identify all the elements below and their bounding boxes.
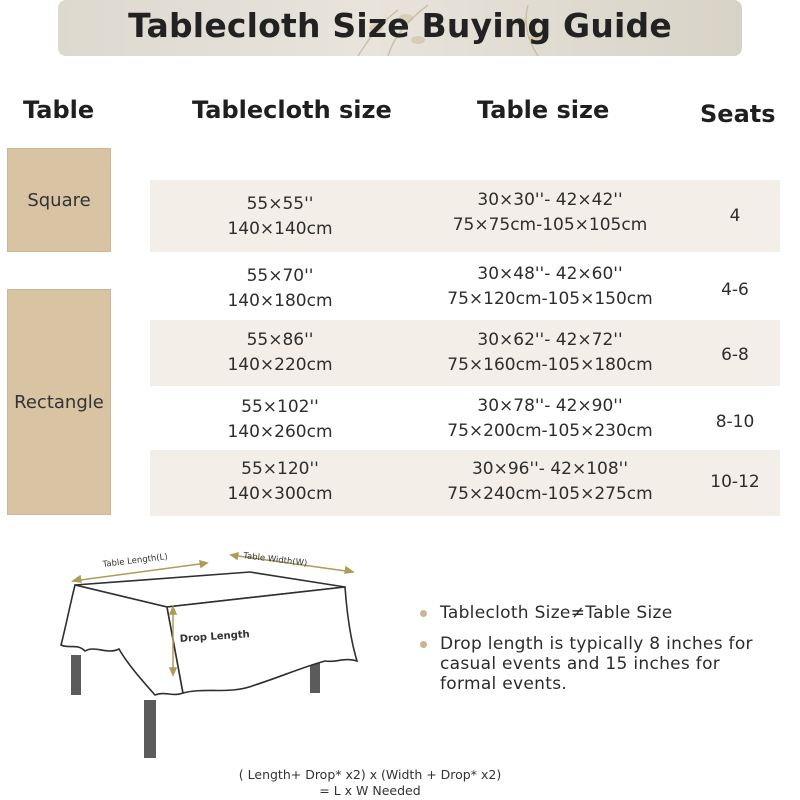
- table-size-inches: 30×48''- 42×60'': [477, 264, 623, 284]
- table-row: [150, 180, 780, 252]
- page-title: Tablecloth Size Buying Guide: [128, 6, 672, 45]
- table-size-cm: 75×120cm-105×150cm: [447, 289, 653, 309]
- tablecloth-size-cell: [190, 328, 370, 378]
- table-row: [150, 320, 780, 386]
- header-table: Table: [23, 96, 95, 124]
- table-size-cell: [420, 328, 680, 378]
- table-size-cm: 75×240cm-105×275cm: [447, 484, 653, 504]
- tablecloth-diagram: [55, 545, 385, 760]
- table-size-inches: 30×30''- 42×42'': [477, 190, 623, 210]
- seats-cell: 10-12: [710, 472, 760, 492]
- tablecloth-size-cm: 140×300cm: [227, 484, 333, 504]
- note-text: Drop length is typically 8 inches for casual events and 15 inches for formal events.: [440, 634, 753, 694]
- table-leg: [144, 700, 156, 758]
- note-text: Tablecloth Size≠Table Size: [440, 603, 673, 623]
- list-item: [420, 634, 780, 694]
- table-size-inches: 30×62''- 42×72'': [477, 330, 623, 350]
- notes-list: [420, 603, 780, 705]
- seats-cell: 4-6: [721, 280, 749, 300]
- group-label-rectangle: [7, 289, 111, 515]
- title-banner: [58, 0, 742, 56]
- tablecloth-size-inches: 55×120'': [241, 459, 319, 479]
- table-size-inches: 30×78''- 42×90'': [477, 396, 623, 416]
- tablecloth-size-cell: [190, 457, 370, 507]
- table-size-cm: 75×200cm-105×230cm: [447, 421, 653, 441]
- table-row: [150, 450, 780, 516]
- tablecloth-size-inches: 55×102'': [241, 397, 319, 417]
- table-size-cell: [420, 457, 680, 507]
- table-size-inches: 30×96''- 42×108'': [471, 459, 629, 479]
- group-label-text: Square: [27, 189, 91, 211]
- table-leg: [71, 655, 81, 695]
- seats-cell: 6-8: [721, 345, 749, 365]
- drop-length-label: Drop Length: [179, 629, 251, 645]
- group-label-text: Rectangle: [14, 391, 104, 413]
- list-item: [420, 603, 780, 623]
- table-size-cell: [420, 262, 680, 312]
- bullet-icon: [420, 610, 427, 617]
- tablecloth-size-cell: [190, 264, 370, 314]
- table-size-cell: [420, 394, 680, 444]
- tablecloth-size-cm: 140×260cm: [227, 422, 333, 442]
- header-seats: Seats: [700, 100, 776, 128]
- bullet-icon: [420, 641, 427, 648]
- tablecloth-size-inches: 55×86'': [246, 330, 314, 350]
- tablecloth-size-cm: 140×140cm: [227, 219, 333, 239]
- tablecloth-size-cm: 140×180cm: [227, 291, 333, 311]
- formula-line: ( Length+ Drop* x2) x (Width + Drop* x2): [238, 767, 502, 782]
- width-label: Table Width(W): [242, 551, 308, 569]
- table-size-cell: [420, 188, 680, 238]
- group-label-square: [7, 148, 111, 252]
- tablecloth-size-cell: [190, 395, 370, 445]
- seats-cell: 8-10: [715, 412, 755, 432]
- table-row: [150, 392, 780, 448]
- size-formula: [230, 767, 510, 799]
- table-size-cm: 75×160cm-105×180cm: [447, 355, 653, 375]
- seats-cell: 4: [729, 206, 741, 226]
- tablecloth-size-cell: [190, 192, 370, 242]
- header-tablecloth-size: Tablecloth size: [192, 96, 392, 124]
- table-size-cm: 75×75cm-105×105cm: [452, 215, 648, 235]
- tablecloth-size-inches: 55×70'': [246, 266, 314, 286]
- tablecloth-size-inches: 55×55'': [246, 194, 314, 214]
- length-label: Table Length(L): [102, 552, 169, 570]
- formula-result: = L x W Needed: [319, 783, 421, 798]
- tablecloth-size-cm: 140×220cm: [227, 355, 333, 375]
- table-row: [150, 262, 780, 318]
- header-table-size: Table size: [477, 96, 610, 124]
